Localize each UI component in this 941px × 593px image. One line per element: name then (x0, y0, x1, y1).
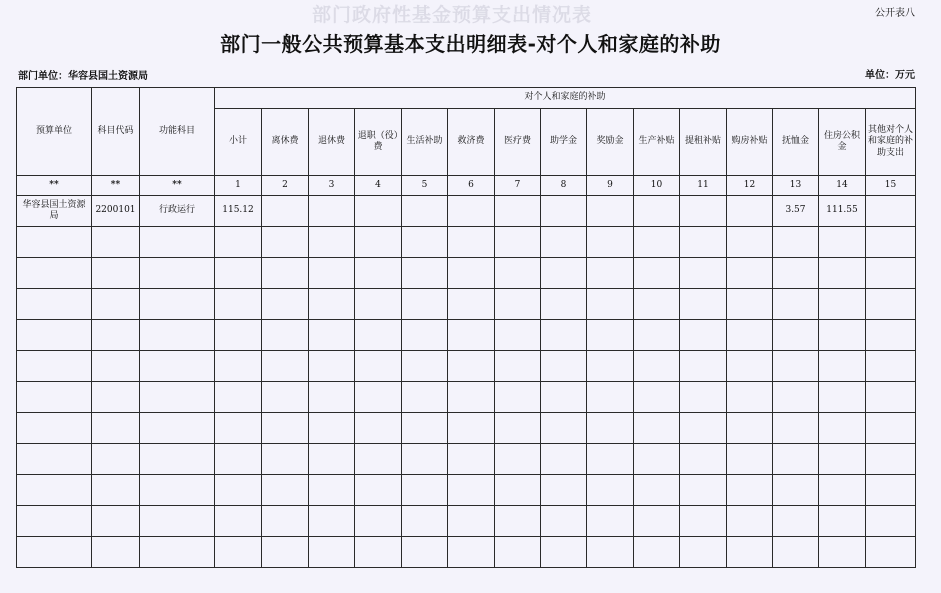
empty-cell (773, 537, 819, 568)
empty-table-row (17, 444, 916, 475)
header-row-group (17, 88, 916, 109)
empty-cell (680, 444, 727, 475)
empty-cell (17, 475, 92, 506)
empty-cell (448, 444, 495, 475)
column-header-cell: 抚恤金 (773, 109, 819, 176)
empty-cell (866, 227, 916, 258)
empty-cell (541, 320, 587, 351)
index-cell: ** (140, 176, 215, 196)
empty-cell (402, 537, 448, 568)
empty-cell (773, 289, 819, 320)
column-header-cell: 退职（役）费 (355, 109, 402, 176)
table-cell (680, 196, 727, 227)
empty-cell (819, 227, 866, 258)
empty-cell (773, 258, 819, 289)
index-cell: 9 (587, 176, 634, 196)
empty-table-row (17, 258, 916, 289)
empty-cell (262, 537, 309, 568)
column-header-cell: 小计 (215, 109, 262, 176)
column-header-cell: 离休费 (262, 109, 309, 176)
empty-cell (92, 382, 140, 413)
index-cell: 3 (309, 176, 355, 196)
empty-table-row (17, 413, 916, 444)
table-cell (634, 196, 680, 227)
empty-cell (634, 475, 680, 506)
empty-cell (819, 258, 866, 289)
empty-cell (215, 320, 262, 351)
empty-cell (448, 320, 495, 351)
empty-table-row (17, 289, 916, 320)
table-cell: 行政运行 (140, 196, 215, 227)
index-cell: 12 (727, 176, 773, 196)
empty-cell (402, 258, 448, 289)
empty-cell (448, 413, 495, 444)
table-cell (355, 196, 402, 227)
empty-cell (140, 506, 215, 537)
empty-cell (727, 227, 773, 258)
empty-cell (587, 382, 634, 413)
empty-cell (355, 413, 402, 444)
table-cell: 华容县国土资源局 (17, 196, 92, 227)
empty-cell (773, 413, 819, 444)
index-cell: ** (17, 176, 92, 196)
empty-cell (727, 258, 773, 289)
column-header-cell: 提租补贴 (680, 109, 727, 176)
empty-cell (215, 413, 262, 444)
empty-cell (17, 413, 92, 444)
empty-cell (309, 537, 355, 568)
empty-cell (92, 444, 140, 475)
empty-cell (727, 537, 773, 568)
table-row (17, 196, 916, 227)
empty-cell (773, 351, 819, 382)
empty-cell (587, 320, 634, 351)
empty-table-row (17, 227, 916, 258)
empty-cell (309, 351, 355, 382)
empty-cell (680, 475, 727, 506)
empty-cell (727, 506, 773, 537)
empty-cell (402, 351, 448, 382)
empty-cell (727, 475, 773, 506)
empty-cell (309, 320, 355, 351)
index-cell: 5 (402, 176, 448, 196)
empty-cell (587, 413, 634, 444)
empty-cell (215, 258, 262, 289)
empty-cell (309, 382, 355, 413)
index-cell: 4 (355, 176, 402, 196)
empty-cell (17, 258, 92, 289)
empty-cell (495, 382, 541, 413)
empty-cell (92, 320, 140, 351)
table-cell (727, 196, 773, 227)
column-header-cell: 医疗费 (495, 109, 541, 176)
empty-cell (17, 444, 92, 475)
empty-cell (17, 227, 92, 258)
empty-cell (402, 289, 448, 320)
empty-cell (680, 351, 727, 382)
column-header-cell: 救济费 (448, 109, 495, 176)
empty-cell (587, 475, 634, 506)
table-number-label: 公开表八 (875, 8, 915, 19)
empty-cell (634, 320, 680, 351)
empty-cell (262, 475, 309, 506)
table-cell (541, 196, 587, 227)
empty-cell (587, 258, 634, 289)
empty-cell (402, 227, 448, 258)
empty-cell (541, 537, 587, 568)
empty-cell (495, 537, 541, 568)
empty-cell (402, 506, 448, 537)
empty-cell (773, 506, 819, 537)
empty-cell (355, 537, 402, 568)
empty-cell (634, 227, 680, 258)
empty-cell (140, 537, 215, 568)
empty-cell (680, 320, 727, 351)
empty-cell (727, 289, 773, 320)
empty-cell (448, 289, 495, 320)
empty-cell (495, 506, 541, 537)
empty-cell (541, 413, 587, 444)
empty-cell (773, 320, 819, 351)
index-cell: 10 (634, 176, 680, 196)
empty-cell (215, 475, 262, 506)
faint-background-title: 部门政府性基金预算支出情况表 (312, 4, 593, 26)
column-header-cell: 购房补贴 (727, 109, 773, 176)
index-cell: 7 (495, 176, 541, 196)
empty-cell (866, 475, 916, 506)
empty-cell (819, 351, 866, 382)
empty-cell (773, 475, 819, 506)
empty-cell (819, 289, 866, 320)
empty-cell (309, 444, 355, 475)
empty-cell (727, 382, 773, 413)
empty-cell (866, 289, 916, 320)
empty-cell (309, 289, 355, 320)
empty-cell (140, 475, 215, 506)
page-title: 部门一般公共预算基本支出明细表-对个人和家庭的补助 (220, 32, 721, 56)
index-cell: ** (92, 176, 140, 196)
index-cell: 8 (541, 176, 587, 196)
table-cell (262, 196, 309, 227)
empty-cell (866, 258, 916, 289)
index-cell: 14 (819, 176, 866, 196)
empty-cell (819, 444, 866, 475)
empty-cell (866, 413, 916, 444)
empty-cell (634, 351, 680, 382)
empty-cell (634, 444, 680, 475)
empty-table-row (17, 320, 916, 351)
index-cell: 1 (215, 176, 262, 196)
empty-cell (402, 444, 448, 475)
empty-cell (680, 506, 727, 537)
empty-table-row (17, 537, 916, 568)
empty-cell (215, 506, 262, 537)
empty-cell (140, 227, 215, 258)
empty-cell (587, 227, 634, 258)
empty-cell (309, 506, 355, 537)
empty-cell (680, 537, 727, 568)
empty-cell (495, 258, 541, 289)
empty-cell (634, 258, 680, 289)
empty-cell (355, 227, 402, 258)
empty-table-row (17, 382, 916, 413)
empty-cell (541, 289, 587, 320)
table-cell (309, 196, 355, 227)
empty-cell (634, 506, 680, 537)
index-row (17, 176, 916, 196)
empty-cell (17, 320, 92, 351)
empty-cell (215, 537, 262, 568)
empty-cell (262, 227, 309, 258)
table-cell: 3.57 (773, 196, 819, 227)
empty-table-row (17, 475, 916, 506)
empty-cell (17, 537, 92, 568)
empty-cell (448, 382, 495, 413)
empty-table-row (17, 506, 916, 537)
column-header-cell: 其他对个人和家庭的补助支出 (866, 109, 916, 176)
empty-cell (495, 475, 541, 506)
empty-cell (541, 258, 587, 289)
empty-cell (866, 351, 916, 382)
empty-cell (355, 506, 402, 537)
empty-cell (819, 382, 866, 413)
empty-cell (92, 289, 140, 320)
empty-cell (17, 506, 92, 537)
empty-cell (402, 475, 448, 506)
empty-cell (541, 444, 587, 475)
group-header-cell: 对个人和家庭的补助 (215, 88, 916, 109)
index-cell: 13 (773, 176, 819, 196)
empty-cell (215, 227, 262, 258)
empty-cell (819, 320, 866, 351)
empty-cell (680, 382, 727, 413)
empty-cell (819, 506, 866, 537)
empty-cell (495, 413, 541, 444)
empty-cell (680, 413, 727, 444)
empty-cell (17, 289, 92, 320)
empty-cell (215, 444, 262, 475)
empty-cell (17, 382, 92, 413)
column-header-cell: 住房公积金 (819, 109, 866, 176)
empty-cell (262, 444, 309, 475)
empty-cell (495, 444, 541, 475)
empty-cell (773, 382, 819, 413)
empty-cell (727, 413, 773, 444)
empty-cell (309, 227, 355, 258)
empty-cell (541, 506, 587, 537)
column-header-cell: 助学金 (541, 109, 587, 176)
empty-cell (309, 258, 355, 289)
empty-cell (309, 413, 355, 444)
empty-cell (262, 351, 309, 382)
empty-cell (140, 351, 215, 382)
empty-cell (727, 444, 773, 475)
empty-cell (448, 227, 495, 258)
money-unit-label: 单位：万元 (865, 70, 915, 81)
empty-cell (541, 227, 587, 258)
empty-cell (680, 227, 727, 258)
empty-cell (355, 320, 402, 351)
empty-cell (448, 475, 495, 506)
empty-cell (495, 227, 541, 258)
table-cell: 2200101 (92, 196, 140, 227)
empty-cell (262, 506, 309, 537)
table-cell: 111.55 (819, 196, 866, 227)
index-cell: 2 (262, 176, 309, 196)
empty-cell (866, 506, 916, 537)
empty-cell (402, 320, 448, 351)
empty-cell (587, 351, 634, 382)
empty-cell (355, 382, 402, 413)
table-cell (866, 196, 916, 227)
empty-cell (355, 351, 402, 382)
empty-cell (92, 506, 140, 537)
empty-cell (448, 258, 495, 289)
empty-cell (262, 289, 309, 320)
empty-cell (140, 320, 215, 351)
empty-cell (92, 413, 140, 444)
empty-cell (819, 537, 866, 568)
subsidy-detail-table (16, 87, 916, 568)
empty-cell (355, 475, 402, 506)
empty-cell (587, 506, 634, 537)
header-cell: 功能科目 (140, 88, 215, 176)
empty-cell (92, 351, 140, 382)
empty-cell (402, 413, 448, 444)
empty-cell (448, 537, 495, 568)
empty-cell (634, 413, 680, 444)
empty-cell (587, 289, 634, 320)
empty-cell (541, 351, 587, 382)
empty-cell (309, 475, 355, 506)
header-cell: 预算单位 (17, 88, 92, 176)
empty-cell (634, 382, 680, 413)
empty-cell (495, 320, 541, 351)
empty-cell (140, 413, 215, 444)
empty-cell (587, 537, 634, 568)
table-cell (587, 196, 634, 227)
empty-cell (215, 382, 262, 413)
header-cell: 科目代码 (92, 88, 140, 176)
column-header-cell: 生活补助 (402, 109, 448, 176)
empty-cell (140, 289, 215, 320)
empty-cell (215, 289, 262, 320)
empty-cell (448, 351, 495, 382)
empty-cell (541, 475, 587, 506)
empty-cell (541, 382, 587, 413)
empty-cell (355, 258, 402, 289)
empty-cell (819, 413, 866, 444)
empty-cell (92, 227, 140, 258)
column-header-cell: 退休费 (309, 109, 355, 176)
empty-cell (727, 351, 773, 382)
table-cell (448, 196, 495, 227)
empty-cell (495, 289, 541, 320)
empty-cell (866, 537, 916, 568)
column-header-cell: 生产补贴 (634, 109, 680, 176)
empty-cell (262, 413, 309, 444)
empty-cell (92, 475, 140, 506)
empty-cell (92, 537, 140, 568)
index-cell: 11 (680, 176, 727, 196)
empty-cell (140, 382, 215, 413)
empty-cell (680, 258, 727, 289)
empty-cell (634, 289, 680, 320)
empty-cell (495, 351, 541, 382)
empty-cell (262, 258, 309, 289)
index-cell: 6 (448, 176, 495, 196)
empty-cell (215, 351, 262, 382)
empty-cell (680, 289, 727, 320)
empty-cell (866, 320, 916, 351)
column-header-cell: 奖励金 (587, 109, 634, 176)
empty-cell (140, 258, 215, 289)
table-cell: 115.12 (215, 196, 262, 227)
empty-cell (634, 537, 680, 568)
empty-cell (17, 351, 92, 382)
empty-cell (773, 444, 819, 475)
table-cell (402, 196, 448, 227)
empty-cell (262, 382, 309, 413)
table-cell (495, 196, 541, 227)
empty-cell (773, 227, 819, 258)
empty-cell (448, 506, 495, 537)
index-cell: 15 (866, 176, 916, 196)
empty-cell (355, 444, 402, 475)
empty-cell (727, 320, 773, 351)
empty-cell (402, 382, 448, 413)
empty-cell (140, 444, 215, 475)
department-unit-label: 部门单位：华容县国土资源局 (18, 71, 148, 82)
empty-table-row (17, 351, 916, 382)
empty-cell (819, 475, 866, 506)
empty-cell (262, 320, 309, 351)
empty-cell (587, 444, 634, 475)
empty-cell (355, 289, 402, 320)
empty-cell (866, 382, 916, 413)
empty-cell (92, 258, 140, 289)
empty-cell (866, 444, 916, 475)
